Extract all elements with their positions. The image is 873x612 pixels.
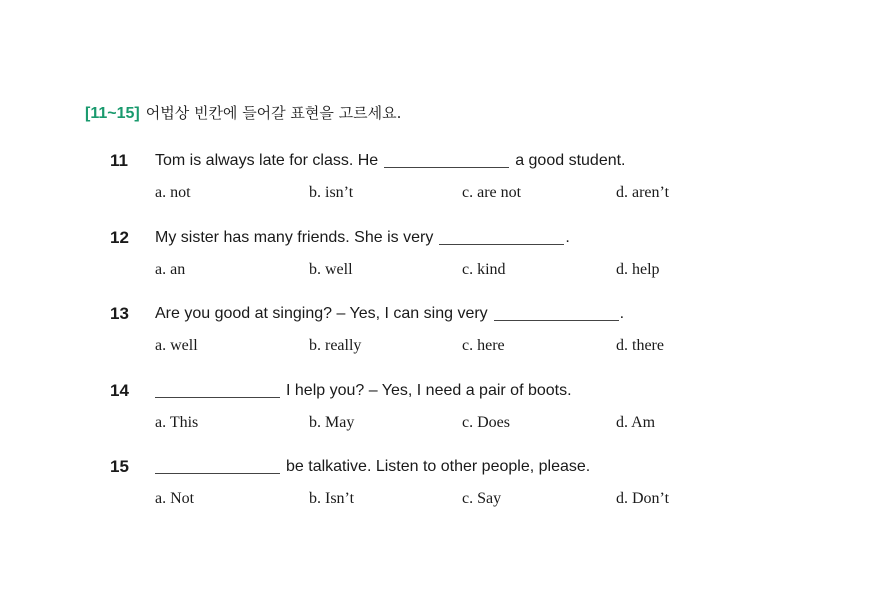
question-text-after: be talkative. Listen to other people, please. (286, 458, 591, 475)
answer-blank (384, 151, 509, 168)
option-b[interactable]: b. May (309, 414, 355, 431)
option-b[interactable]: b. Isn’t (309, 490, 355, 507)
option-c[interactable]: c. here (462, 337, 505, 354)
question-range: [11~15] (85, 105, 140, 122)
answer-options (110, 411, 810, 435)
question-number: 15 (110, 457, 129, 476)
option-a[interactable]: a. well (155, 337, 198, 354)
question-text-after: . (619, 305, 625, 322)
answer-options (110, 487, 810, 511)
answer-blank (155, 381, 280, 398)
option-c[interactable]: c. kind (462, 261, 506, 278)
section-header (85, 103, 401, 124)
answer-options (110, 334, 810, 358)
question-text (155, 302, 624, 326)
question-line (110, 302, 810, 326)
question-13 (110, 302, 810, 358)
question-11 (110, 149, 810, 205)
question-line (110, 455, 810, 479)
option-d[interactable]: d. help (616, 261, 660, 278)
question-12 (110, 226, 810, 282)
answer-blank (155, 457, 280, 474)
option-c[interactable]: c. Say (462, 490, 502, 507)
option-d[interactable]: d. Am (616, 414, 656, 431)
question-number: 11 (110, 151, 128, 170)
question-number: 12 (110, 228, 129, 247)
option-a[interactable]: a. not (155, 184, 191, 201)
option-a[interactable]: a. Not (155, 490, 195, 507)
question-text-before: My sister has many friends. She is very (155, 229, 434, 246)
option-a[interactable]: a. an (155, 261, 186, 278)
question-15 (110, 455, 810, 511)
instruction-text: 어법상 빈칸에 들어갈 표현을 고르세요. (145, 104, 402, 122)
option-d[interactable]: d. Don’t (616, 490, 670, 507)
option-b[interactable]: b. really (309, 337, 362, 354)
question-text-after: a good student. (515, 152, 626, 169)
answer-options (110, 258, 810, 282)
option-b[interactable]: b. well (309, 261, 353, 278)
question-text-after: I help you? – Yes, I need a pair of boots. (286, 382, 572, 399)
answer-blank (494, 304, 619, 321)
question-text-before: Are you good at singing? – Yes, I can sing very (155, 305, 488, 322)
option-a[interactable]: a. This (155, 414, 199, 431)
question-line (110, 226, 810, 250)
question-text-after: . (565, 229, 570, 246)
question-14 (110, 379, 810, 435)
answer-options (110, 181, 810, 205)
question-text-before: Tom is always late for class. He (155, 152, 379, 169)
option-c[interactable]: c. are not (462, 184, 522, 201)
question-text (155, 226, 570, 250)
question-text (155, 455, 590, 479)
answer-blank (439, 228, 564, 245)
question-text (155, 379, 572, 403)
question-number: 13 (110, 304, 129, 323)
question-line (110, 149, 810, 173)
option-c[interactable]: c. Does (462, 414, 510, 431)
question-line (110, 379, 810, 403)
option-d[interactable]: d. there (616, 337, 664, 354)
question-number: 14 (110, 381, 129, 400)
option-b[interactable]: b. isn’t (309, 184, 354, 201)
option-d[interactable]: d. aren’t (616, 184, 670, 201)
question-text (155, 149, 626, 173)
